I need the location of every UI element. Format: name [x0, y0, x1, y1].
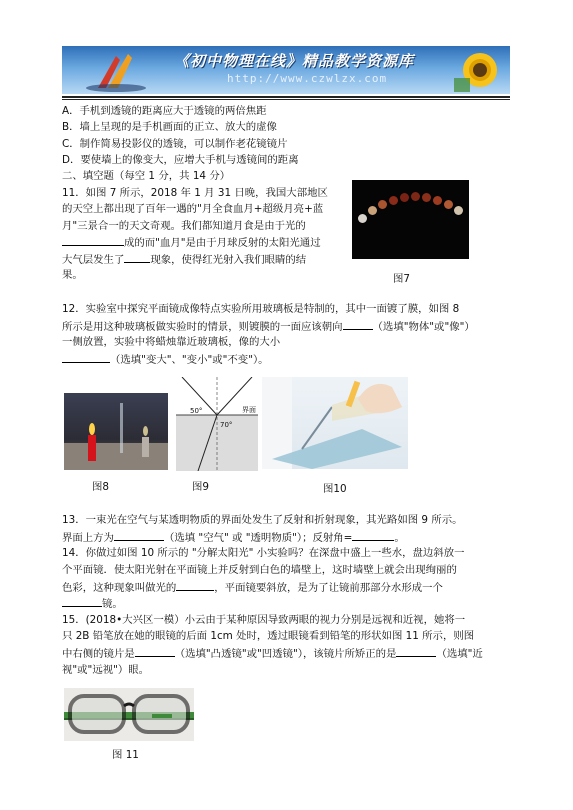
- q11-line-4-text: 成的而"血月"是由于月球反射的太阳光通过: [124, 237, 321, 249]
- q11-line-5-pre: 大气层发生了: [62, 254, 125, 266]
- q12-blank-1[interactable]: [343, 319, 373, 330]
- q11-line-4: [62, 235, 321, 250]
- q11-line-5: [62, 252, 306, 267]
- moon-icon: [389, 196, 398, 205]
- moon-icon: [411, 192, 420, 201]
- q14-line-2: 个平面镜．使太阳光射在平面镜上并反射到白色的墙壁上，这时墙壁上就会出现绚丽的: [62, 564, 457, 576]
- q14-line-1: 14．你做过如图 10 所示的 "分解太阳光" 小实验吗？在深盘中盛上一些水，盘边斜放一: [62, 547, 465, 559]
- moon-icon: [422, 193, 431, 202]
- q15-blank-2[interactable]: [396, 646, 436, 657]
- figure-10-caption: 图10: [323, 483, 347, 495]
- q12-line-4-text: （选填"变大"、"变小"或"不变"）。: [110, 354, 269, 366]
- header-divider-thin: [62, 99, 510, 100]
- q14-line-3: [62, 580, 443, 595]
- q13-line-1: 13．一束光在空气与某透明物质的界面处发生了反射和折射现象，其光路如图 9 所示。: [62, 514, 463, 526]
- q14-line-4-text: 镜。: [102, 598, 123, 610]
- q15-blank-1[interactable]: [135, 646, 175, 657]
- option-d: D．要使墙上的像变大，应增大手机与透镜间的距离: [62, 154, 299, 166]
- q13-blank-1[interactable]: [114, 530, 164, 541]
- figure-11-caption: 图 11: [112, 749, 139, 761]
- q11-line-3: 月"三景合一的天文奇观。我们都知道月食是由于光的: [62, 220, 306, 232]
- q12-line-3: 一侧放置，实验中将蜡烛靠近玻璃板，像的大小: [62, 336, 281, 348]
- q12-blank-2[interactable]: [62, 352, 110, 363]
- q15-line-3-pre: 中右侧的镜片是: [62, 648, 135, 660]
- q15-line-3-post: （选填"近: [436, 648, 483, 660]
- fig9-interface-label: 界面: [242, 406, 256, 414]
- q13-line-2-pre: 界面上方为: [62, 532, 114, 544]
- q14-line-4: [62, 596, 123, 611]
- banner-title: 《初中物理在线》精品教学资源库: [174, 52, 415, 70]
- option-c: C．制作简易投影仪的透镜，可以制作老花镜镜片: [62, 138, 288, 150]
- figure-7-lunar-eclipse: [352, 180, 469, 259]
- fig9-angle-bottom: 70°: [220, 421, 233, 429]
- q14-blank-2[interactable]: [62, 596, 102, 607]
- q12-line-4: [62, 352, 269, 367]
- q15-line-3-mid: （选填"凸透镜"或"凹透镜"），该镜片所矫正的是: [174, 648, 397, 660]
- q12-line-1: 12．实验室中探究平面镜成像特点实验所用玻璃板是特制的，其中一面镀了膜，如图 8: [62, 303, 460, 315]
- moon-icon: [400, 193, 409, 202]
- moon-icon: [368, 206, 377, 215]
- fig9-angle-top: 50°: [190, 407, 203, 415]
- q15-line-4: 视"或"远视"）眼。: [62, 664, 150, 676]
- figure-9-light-path: [176, 377, 258, 471]
- header-banner: [62, 46, 510, 94]
- figure-8-caption: 图8: [92, 481, 110, 493]
- header-divider: [62, 96, 510, 98]
- figure-7-caption: 图7: [393, 273, 411, 285]
- option-a: A．手机到透镜的距离应大于透镜的两倍焦距: [62, 105, 267, 117]
- moon-icon: [454, 206, 463, 215]
- q15-line-3: [62, 646, 483, 661]
- q11-line-6: 果。: [62, 269, 83, 281]
- q13-blank-2[interactable]: [352, 530, 394, 541]
- q11-line-5-post: 现象，使得红光射入我们眼睛的结: [150, 254, 307, 266]
- q11-line-2: 的天空上都出现了百年一遇的"月全食血月+超级月亮+蓝: [62, 203, 324, 215]
- q12-line-2-pre: 所示是用这种玻璃板做实验时的情景，则镀膜的一面应该朝向: [62, 321, 343, 333]
- moon-icon: [433, 196, 442, 205]
- q11-blank-1[interactable]: [62, 235, 124, 246]
- figure-8-candles-glass: [64, 393, 168, 470]
- q11-line-1: 11．如图 7 所示，2018 年 1 月 31 日晚，我国大部地区: [62, 187, 328, 199]
- q11-blank-2[interactable]: [124, 252, 150, 263]
- figure-9-caption: 图9: [192, 481, 210, 493]
- option-b: B．墙上呈现的是手机画面的正立、放大的虚像: [62, 121, 277, 133]
- q15-line-2: 只 2B 铅笔放在她的眼镜的后面 1cm 处时，透过眼镜看到铅笔的形状如图 11 所示，则图: [62, 630, 475, 642]
- site-logo-icon: [68, 50, 158, 92]
- moon-icon: [358, 214, 367, 223]
- q13-line-2-post: 。: [394, 532, 405, 544]
- moon-icon: [378, 200, 387, 209]
- moon-icon: [444, 200, 453, 209]
- q15-line-1: 15．(2018•大兴区一模）小云由于某种原因导致两眼的视力分别是远视和近视，她将一: [62, 614, 466, 626]
- figure-10-prism-experiment: [262, 377, 408, 469]
- q13-line-2: [62, 530, 405, 545]
- q14-blank-1[interactable]: [176, 580, 214, 591]
- q12-line-2: [62, 319, 475, 334]
- q13-line-2-mid: （选填 "空气" 或 "透明物质"）；反射角=: [163, 532, 353, 544]
- figure-11-glasses-pencil: [64, 688, 194, 741]
- section-title: 二、填空题（每空 1 分，共 14 分）: [62, 170, 231, 182]
- q14-line-3-pre: 色彩，这种现象叫做光的: [62, 582, 177, 594]
- banner-url: http://www.czwlzx.com: [227, 72, 388, 85]
- q14-line-3-post: ，平面镜要斜放，是为了让镜前那部分水形成一个: [214, 582, 443, 594]
- q12-line-2-post: （选填"物体"或"像"）: [372, 321, 475, 333]
- sunflower-icon: [450, 48, 508, 94]
